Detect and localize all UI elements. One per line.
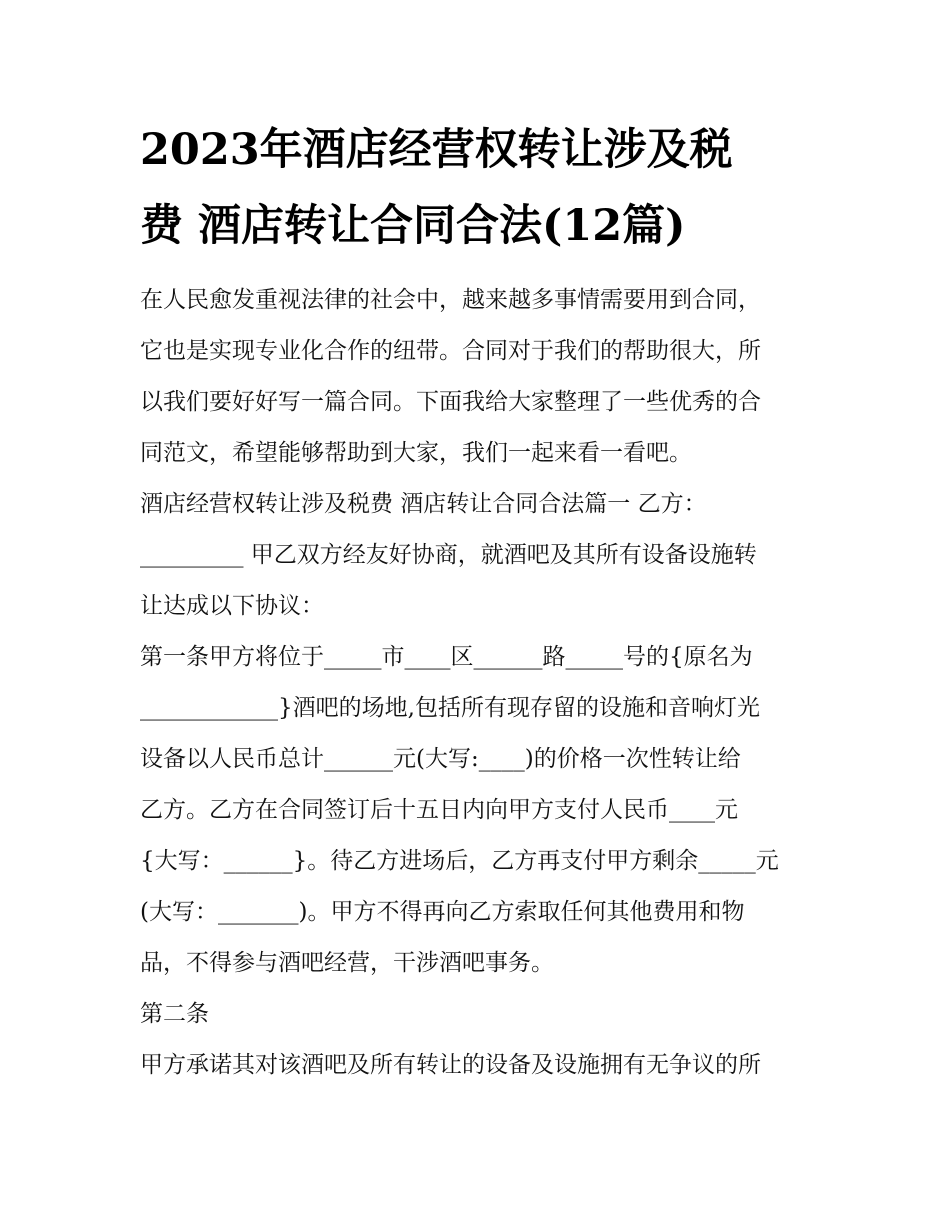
clause-line: (大写：_______)。甲方不得再向乙方索取任何其他费用和物 [140,899,745,925]
clause-line: 设备以人民币总计______元(大写:____)的价格一次性转让给 [140,746,741,772]
clause-heading: 第二条 [140,1001,209,1027]
clause-line: ____________}酒吧的场地,包括所有现存留的设施和音响灯光 [140,695,760,721]
body-line: 让达成以下协议： [140,593,324,619]
clause-line: {大写：______}。待乙方进场后，乙方再支付甲方剩余_____元 [140,848,779,874]
document-body [140,275,820,1091]
section-heading-line: 酒店经营权转让涉及税费 酒店转让合同合法篇一 乙方： [140,491,707,517]
body-line: 同范文，希望能够帮助到大家，我们一起来看一看吧。 [140,440,692,466]
body-line: 以我们要好好写一篇合同。下面我给大家整理了一些优秀的合 [140,389,761,415]
document-title [140,112,820,264]
title-line: 费 酒店转让合同合法(12篇) [140,201,686,251]
clause-line: 品，不得参与酒吧经营，干涉酒吧事务。 [140,950,554,976]
body-line: _________ 甲乙双方经友好协商，就酒吧及其所有设备设施转 [140,542,757,568]
body-line: 在人民愈发重视法律的社会中，越来越多事情需要用到合同， [140,287,761,313]
clause-line: 第一条甲方将位于_____市____区______路_____号的{原名为 [140,644,753,670]
body-line: 它也是实现专业化合作的纽带。合同对于我们的帮助很大，所 [140,338,761,364]
title-line: 2023年酒店经营权转让涉及税 [140,125,733,175]
clause-line: 甲方承诺其对该酒吧及所有转让的设备及设施拥有无争议的所 [140,1052,761,1078]
clause-line: 乙方。乙方在合同签订后十五日内向甲方支付人民币____元 [140,797,738,823]
